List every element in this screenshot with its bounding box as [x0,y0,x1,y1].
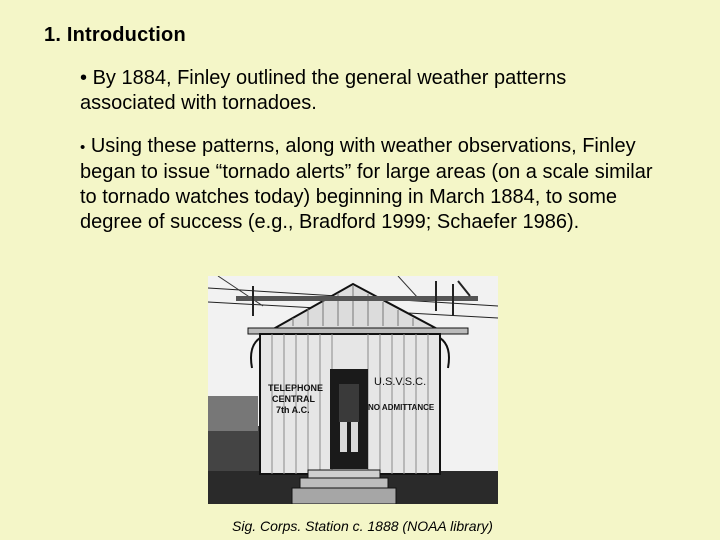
bullet-item [80,134,655,235]
sign-central: CENTRAL [272,394,315,404]
bullet-marker: • [80,67,88,89]
bullet-marker: • [80,139,86,156]
sign-no-admittance: NO ADMITTANCE [368,403,435,412]
photo-caption: Sig. Corps. Station c. 1888 (NOAA library) [232,518,493,534]
sign-usvsc: U.S.V.S.C. [374,376,427,388]
bullet-text: Using these patterns, along with weather observations, Finley began to issue “tornado alerts” for large areas (on a scale similar to tornado watches today) beginning in March 1884, to some degree of success (e.g., Bradford 1999; Schaefer 1986). [80,135,653,233]
bullet-text: By 1884, Finley outlined the general weather patterns associated with tornadoes. [80,67,567,114]
signal-station-photo [208,276,498,504]
sign-telephone: TELEPHONE [268,383,324,393]
sign-corps: 7th A.C. [276,405,310,415]
slide-title: 1. Introduction [44,24,186,46]
signal-station-illustration [208,276,498,504]
bullet-item [80,66,655,116]
